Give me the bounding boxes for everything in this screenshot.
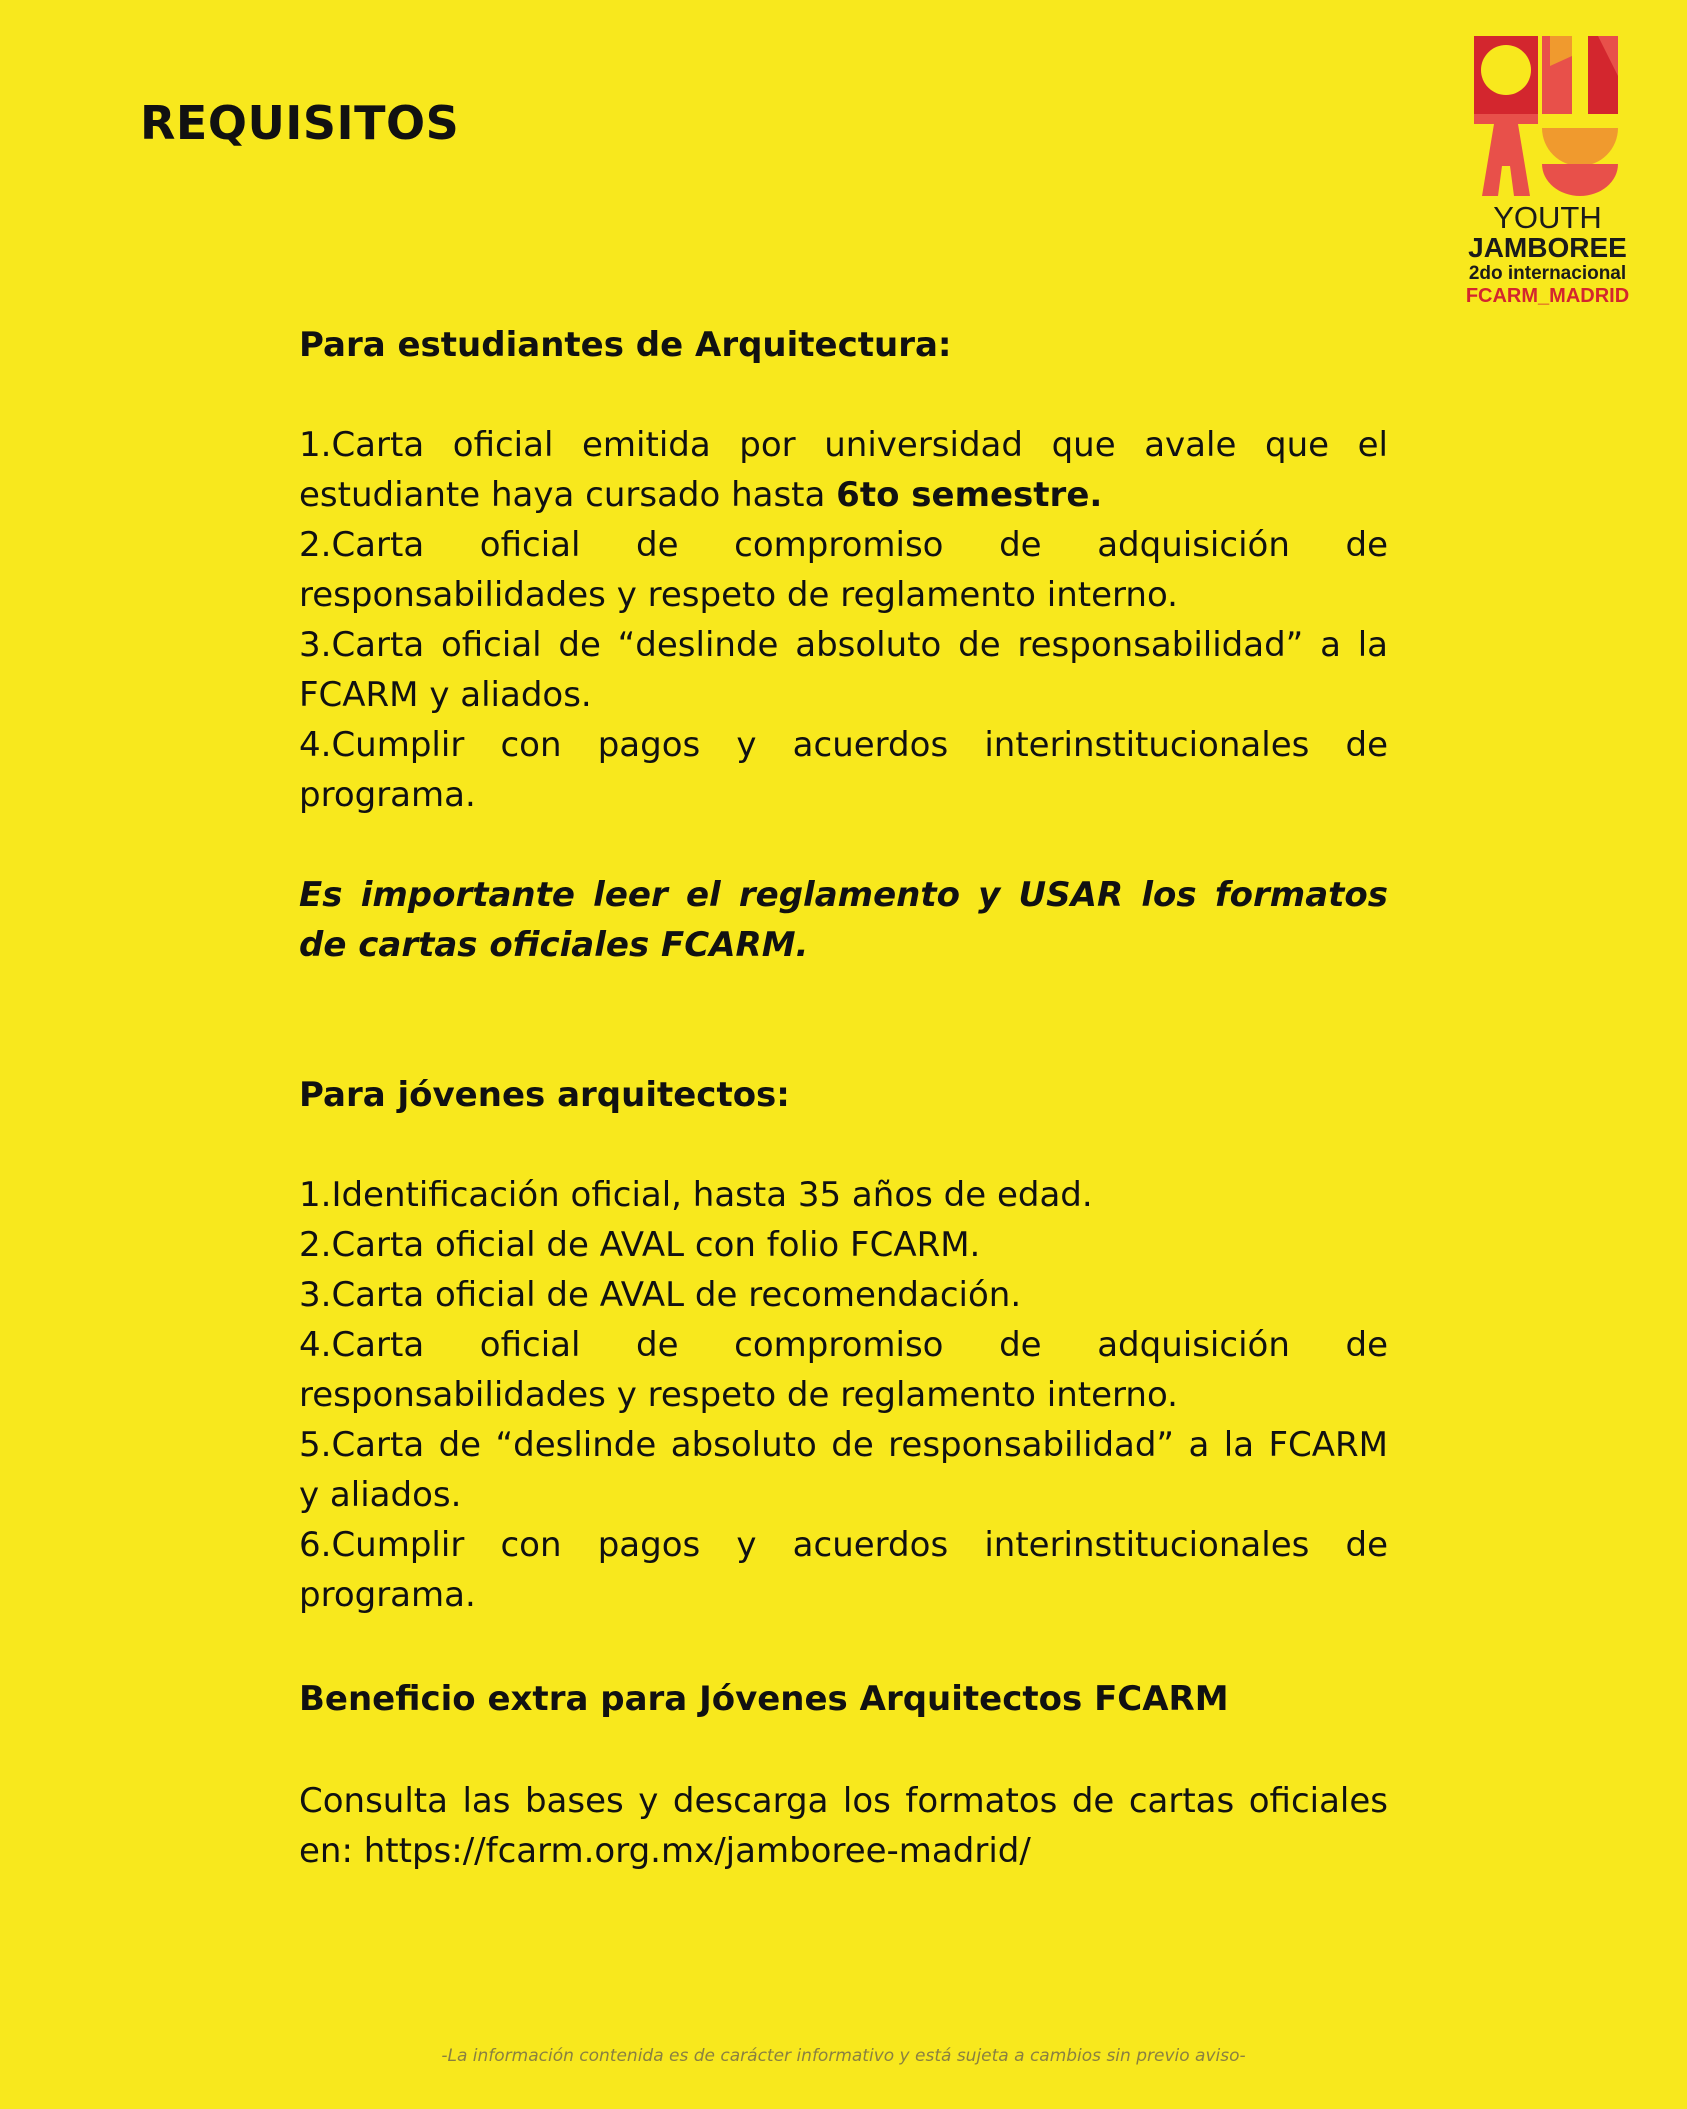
- benefit-heading: Beneficio extra para Jóvenes Arquitectos FCARM: [299, 1679, 1229, 1719]
- logo-line-jamboree: JAMBOREE: [1468, 232, 1627, 263]
- logo-line-fcarm: FCARM_MADRID: [1465, 285, 1630, 307]
- young-item-5: 5.Carta de “deslinde absoluto de responsabilidad” a la FCARM y aliados.: [299, 1425, 1388, 1515]
- jamboree-emblem-icon: [1450, 36, 1645, 201]
- disclaimer-footer: -La información contenida es de carácter informativo y está sujeta a cambios sin previo aviso-: [441, 2046, 1246, 2066]
- logo-line-youth: YOUTH: [1493, 200, 1602, 235]
- young-item-4: 4.Carta oficial de compromiso de adquisición de responsabilidades y respeto de reglamento interno.: [299, 1325, 1388, 1415]
- youth-jamboree-logo: [1450, 36, 1645, 311]
- students-item-1-bold: 6to semestre.: [836, 475, 1103, 515]
- young-item-2: 2.Carta oficial de AVAL con folio FCARM.: [299, 1225, 981, 1265]
- benefit-text: Consulta las bases y descarga los formatos de cartas oficiales en: https://fcarm.org.mx/jamboree-madrid/: [299, 1781, 1388, 1871]
- students-item-2: 2.Carta oficial de compromiso de adquisición de responsabilidades y respeto de reglamento interno.: [299, 525, 1388, 615]
- students-heading: Para estudiantes de Arquitectura:: [299, 325, 952, 365]
- students-item-3: 3.Carta oficial de “deslinde absoluto de responsabilidad” a la FCARM y aliados.: [299, 625, 1388, 715]
- requirements-content: [299, 320, 1388, 1876]
- students-item-4: 4.Cumplir con pagos y acuerdos interinstitucionales de programa.: [299, 725, 1388, 815]
- students-item-1-text: 1.Carta oficial emitida por universidad que avale que el estudiante haya cursado hasta: [299, 425, 1388, 515]
- students-item-1: [299, 420, 1388, 520]
- students-note: Es importante leer el reglamento y USAR los formatos de cartas oficiales FCARM.: [299, 875, 1388, 965]
- young-item-1: 1.Identificación oficial, hasta 35 años de edad.: [299, 1175, 1093, 1215]
- young-item-3: 3.Carta oficial de AVAL de recomendación.: [299, 1275, 1022, 1315]
- young-item-6: 6.Cumplir con pagos y acuerdos interinstitucionales de programa.: [299, 1525, 1388, 1615]
- logo-line-edition: 2do internacional: [1468, 263, 1627, 284]
- young-heading: Para jóvenes arquitectos:: [299, 1075, 790, 1115]
- page-title: REQUISITOS: [140, 96, 460, 150]
